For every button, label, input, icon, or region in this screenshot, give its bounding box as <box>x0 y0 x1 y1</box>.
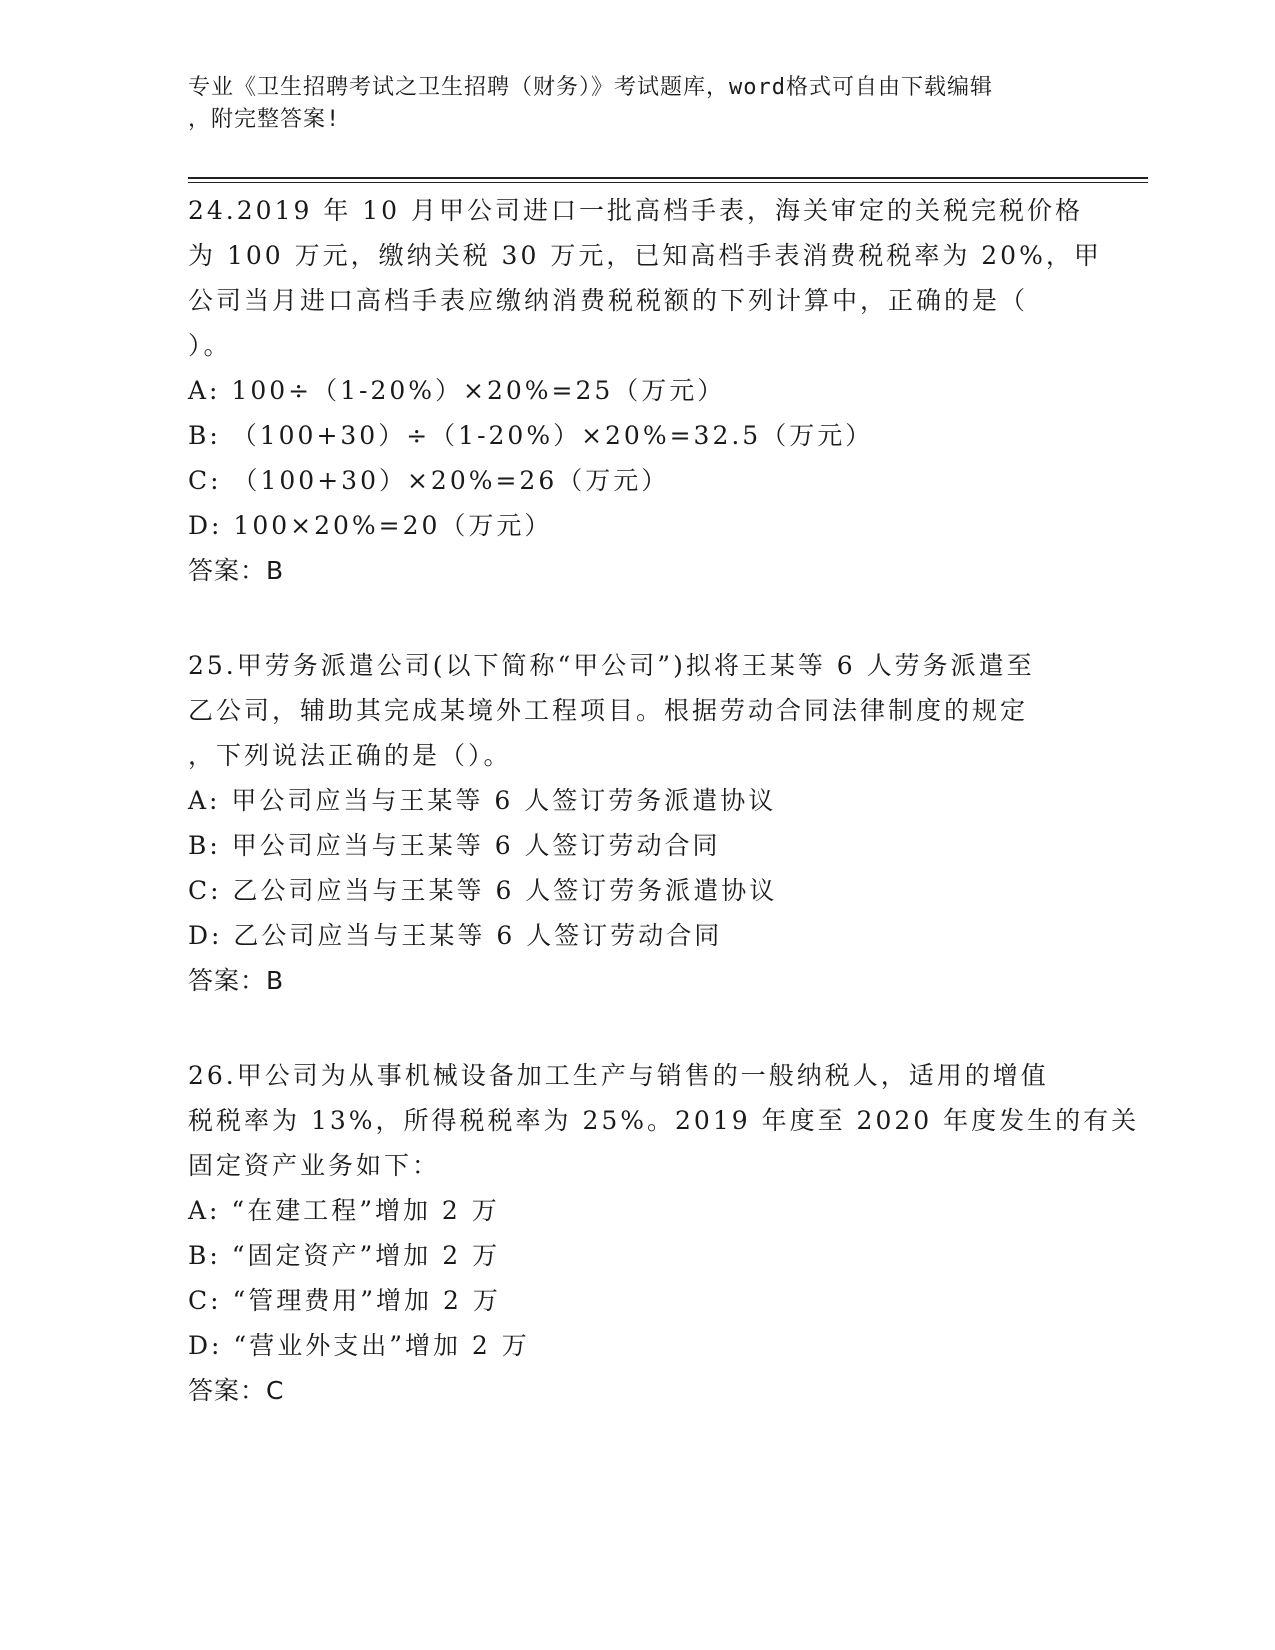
question-stem-line: 乙公司，辅助其完成某境外工程项目。根据劳动合同法律制度的规定 <box>188 696 1029 725</box>
option-b: B: 甲公司应当与王某等 6 人签订劳动合同 <box>188 831 721 860</box>
option-c: C: （100+30）×20%=26（万元） <box>188 466 670 495</box>
header-divider-thin <box>188 182 1148 183</box>
header-line-1: 专业《卫生招聘考试之卫生招聘（财务）》考试题库，word格式可自由下载编辑 <box>188 75 993 100</box>
question-stem-line: ）。 <box>188 331 232 360</box>
option-a: A: “在建工程”增加 2 万 <box>188 1196 500 1225</box>
header-line-2: ，附完整答案! <box>188 107 341 132</box>
question-25 <box>188 643 1088 1003</box>
option-b: B: “固定资产”增加 2 万 <box>188 1241 501 1270</box>
header-divider-thick <box>188 177 1148 179</box>
question-stem-line: 税税率为 13%，所得税税率为 25%。2019 年度至 2020 年度发生的有关 <box>188 1106 1140 1135</box>
question-stem-line: ，下列说法正确的是（）。 <box>188 741 512 770</box>
question-stem-line: 24.2019 年 10 月甲公司进口一批高档手表，海关审定的关税完税价格 <box>188 196 1084 225</box>
question-24 <box>188 188 1102 593</box>
option-d: D: “营业外支出”增加 2 万 <box>188 1331 530 1360</box>
option-c: C: 乙公司应当与王某等 6 人签订劳务派遣协议 <box>188 876 778 905</box>
question-stem-line: 25.甲劳务派遣公司(以下简称“甲公司”)拟将王某等 6 人劳务派遣至 <box>188 651 1035 680</box>
question-26 <box>188 1053 1140 1413</box>
option-d: D: 乙公司应当与王某等 6 人签订劳动合同 <box>188 921 723 950</box>
question-stem-line: 为 100 万元，缴纳关税 30 万元，已知高档手表消费税税率为 20%，甲 <box>188 241 1102 270</box>
question-stem-line: 固定资产业务如下： <box>188 1151 441 1180</box>
option-a: A: 甲公司应当与王某等 6 人签订劳务派遣协议 <box>188 786 777 815</box>
option-d: D: 100×20%=20（万元） <box>188 511 553 540</box>
option-c: C: “管理费用”增加 2 万 <box>188 1286 501 1315</box>
answer-line: 答案：C <box>188 1376 285 1405</box>
option-b: B: （100+30）÷（1-20%）×20%=32.5（万元） <box>188 421 874 450</box>
question-stem-line: 26.甲公司为从事机械设备加工生产与销售的一般纳税人，适用的增值 <box>188 1061 1049 1090</box>
question-stem-line: 公司当月进口高档手表应缴纳消费税税额的下列计算中，正确的是（ <box>188 286 1029 315</box>
document-header <box>188 72 1068 136</box>
answer-line: 答案：B <box>188 966 285 995</box>
answer-line: 答案：B <box>188 556 285 585</box>
option-a: A: 100÷（1-20%）×20%=25（万元） <box>188 376 726 405</box>
